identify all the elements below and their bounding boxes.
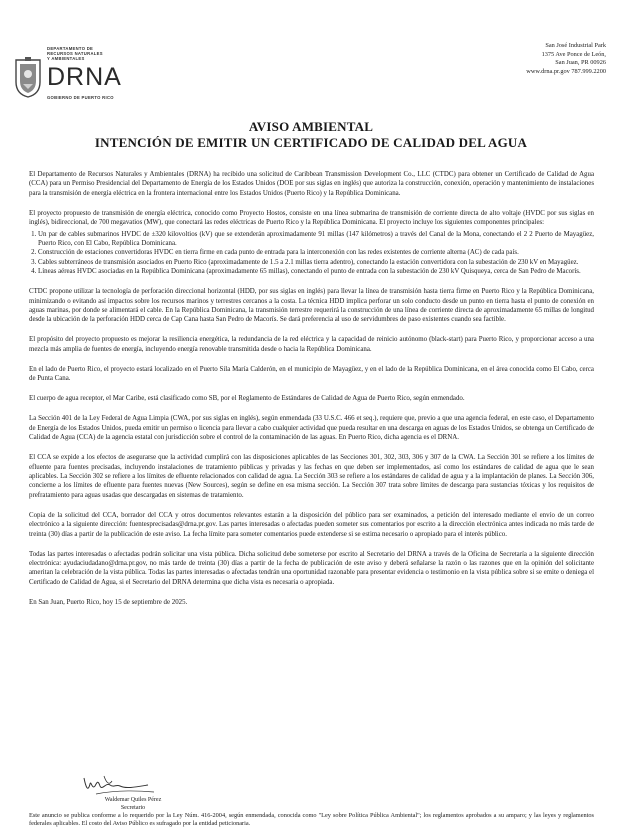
signer-name: Waldemar Quiles Pérez — [104, 797, 162, 803]
issue-date: En San Juan, Puerto Rico, hoy 15 de septiembre de 2025. — [29, 598, 188, 606]
paragraph-intro: El Departamento de Recursos Naturales y Ambientales (DRNA) ha recibido una solicitud de Caribbean Transmission Development Co., LLC (CTDC) para obtener un Certificado de Calidad de Agua (CCA) para un Permiso Presidencial del Departamento de Energía de los Estados Unidos (DOE por sus siglas en inglés) que autoriza la construcción, conexión, operación y mantenimiento de instalaciones para la transmisión de energía eléctrica en la frontera internacional entre los Estados Unidos (Puerto Rico) y la República Dominicana. — [29, 171, 594, 197]
address-line: San José Industrial Park — [545, 42, 606, 49]
list-item: 2. Construcción de estaciones convertidoras HVDC en tierra firme en cada punto de entrada para la interconexión con las redes existentes de corriente alterna (AC) de cada país. — [38, 248, 594, 257]
list-item: 1. Un par de cables submarinos HVDC de ±320 kilovoltios (kV) que se extenderán aproximadamente 91 millas (147 kilómetros) a través del Canal de la Mona, conectando el 2 2 Puerto de Mayagüez, Puerto Rico, con El Cabo, República Dominicana. — [38, 230, 594, 249]
notice-title: AVISO AMBIENTAL — [248, 119, 374, 134]
list-item: 3. Cables subterráneos de transmisión asociados en Puerto Rico (aproximadamente de 1.5 a 2.1 millas tierra adentro), conectando la estación convertidora con la subestación de 230 kV en Mayagüez. — [38, 258, 594, 267]
notice-body — [29, 170, 594, 607]
paragraph-hdd: CTDC propone utilizar la tecnología de perforación direccional horizontal (HDD, por sus siglas en inglés) para llevar la línea de transmisión hasta tierra firme en Puerto Rico y la República Dominicana, minimizando o evitando así impactos sobre los recursos marinos y terrestres cercanos a la costa. La técnica HDD implica perforar un solo conducto desde un punto en tierra hasta el punto de conexión en aguas marinas, por donde se alimentará el cable. En la República Dominicana, la transmisión terrestre requerirá la construcción de una línea de corriente directa de aproximadamente 65 millas de longitud desde la ubicación de la perforación HDD cerca de Cap Cana hasta San Pedro de Macorís. Se dará preferencia al uso de servidumbres de paso existentes cuando sea factible. — [29, 288, 594, 324]
paragraph-location: En el lado de Puerto Rico, el proyecto estará localizado en el Puerto Sila María Calderón, en el municipio de Mayagüez, y en el lado de la República Dominicana, en el área conocida como El Cabo, cerca de Punta Cana. — [29, 365, 594, 383]
footer-note: Este anuncio se publica conforme a lo requerido por la Ley Núm. 416-2004, según enmendada, conocida como "Ley sobre Política Pública Ambiental"; los reglamentos aprobados a su amparo; y las leyes y reglamentos federales aplicables. El costo del Aviso Público es sufragado por la entidad peticionaria. — [29, 812, 594, 828]
paragraph-receiving-water: El cuerpo de agua receptor, el Mar Caribe, está clasificado como SB, por el Reglamento de Estándares de Calidad de Agua de Puerto Rico, según enmendado. — [29, 395, 465, 403]
components-list — [29, 230, 594, 277]
government-label: GOBIERNO DE PUERTO RICO — [47, 95, 114, 100]
paragraph-documents: Copia de la solicitud del CCA, borrador del CCA y otros documentos relevantes estarán a la disposición del público para ser examinados, a petición del interesado mediante el envío de un correo electrónico a la siguiente dirección: fuentesprecisadas@drna.pr.gov. Las partes interesadas o afectadas pueden someter sus comentarios por escrito a la dirección electrónica antes indicada no más tarde de treinta (30) días a partir de la publicación de este aviso. La fecha límite para someter comentarios puede extenderse si se estima necesario o apropiado para el interés público. — [29, 511, 594, 538]
list-item: 4. Líneas aéreas HVDC asociadas en la República Dominicana (aproximadamente 65 millas), conectando el punto de entrada con la subestación de 230 kV Quisqueya, cerca de San Pedro de Macorís. — [38, 267, 594, 276]
notice-subtitle: INTENCIÓN DE EMITIR UN CERTIFICADO DE CALIDAD DEL AGUA — [94, 135, 528, 150]
paragraph-cca-sections: El CCA se expide a los efectos de asegurarse que la actividad cumplirá con las disposiciones aplicables de las Secciones 301, 302, 303, 306 y 307 de la CWA. La Sección 301 se refiere a los límites de efluente para fuentes precisadas, incluyendo instalaciones de tratamiento públicas y privadas y las fechas en que deben ser implementados, así como los estándares de calidad de agua que le sean aplicables. La Sección 302 se refiere a los límites de efluente relacionados con calidad de agua. La Sección 303 se refiere a los estándares de calidad de agua y a la implantación de planes. La Sección 306, concierne a los límites de efluente para fuentes nuevas (New Sources), según se define en esa misma sección. La Sección 307 trata sobre límites de descarga para sustancias tóxicas y los requisitos de prefratamiento para aguas usadas que descargadas en sistemas de tratamiento. — [29, 454, 594, 499]
signature-block — [76, 772, 196, 812]
paragraph-project: El proyecto propuesto de transmisión de energía eléctrica, conocido como Proyecto Hostos, consiste en una línea submarina de transmisión de corriente directa de alto voltaje (HVDC por sus siglas en inglés), bidireccional, de 700 megavatios (MW), que conectará las redes eléctricas de Puerto Rico y la República Dominicana. El proyecto incluye los siguientes componentes principales: — [29, 209, 594, 227]
agency-name: DEPARTAMENTO DE RECURSOS NATURALES Y AMBIENTALES — [47, 46, 103, 61]
address-line: 1375 Ave Ponce de León, — [541, 50, 606, 58]
handwritten-signature — [76, 772, 166, 798]
signer-role: Secretario — [120, 804, 146, 811]
signer-info — [78, 797, 188, 813]
drna-logo — [14, 46, 134, 110]
paragraph-purpose: El propósito del proyecto propuesto es mejorar la resiliencia energética, la redundancia de la red eléctrica y la capacidad de reinicio autónomo (black-start) para Puerto Rico, y proporcionar acceso a una mezcla más amplia de fuentes de energía, incluyendo energía renovable transmitida desde o hacia la República Dominicana. — [29, 336, 594, 353]
puerto-rico-seal-icon — [14, 56, 42, 98]
address-line: San Juan, PR 00926 — [555, 59, 606, 67]
paragraph-section-401: La Sección 401 de la Ley Federal de Agua Limpia (CWA, por sus siglas en inglés), según enmendada (33 U.S.C. 466 et seq.), requiere que, previo a que una agencia federal, en este caso, el Departamento de Energía de los Estados Unidos, pueda emitir un permiso o licencia para llevar a cabo cualquier actividad que pueda resultar en una descarga en aguas de los Estados Unidos, se obtenga un Certificado de Calidad de Agua (CCA) de la agencia estatal con jurisdicción sobre el control de la contaminación de las aguas. En Puerto Rico, dicha agencia es el DRNA. — [29, 415, 594, 442]
paragraph-public-hearing: Todas las partes interesadas o afectadas podrán solicitar una vista pública. Dicha solicitud debe someterse por escrito al Secretario del DRNA a través de la Oficina de Secretaría a la siguiente dirección electrónica: ayudaciudadano@drna.pr.gov, no más tarde de treinta (30) días a partir de la fecha de publicación de este aviso y deberá señalarse la razón o las razones que en la opinión del solicitante ameritan la celebración de la vista pública. Todas las partes interesadas o afectadas tendrán una oportunidad razonable para presentar evidencia o testimonio en la vista pública sobre si se emite o deniega el Certificado de Calidad de Agua, si el Secretario del DRNA determina que dicha vista es necesaria o apropiada. — [29, 550, 594, 586]
agency-acronym: DRNA — [47, 63, 122, 91]
address-block — [426, 42, 606, 76]
contact-line: www.drna.pr.gov 787.999.2200 — [526, 67, 606, 75]
